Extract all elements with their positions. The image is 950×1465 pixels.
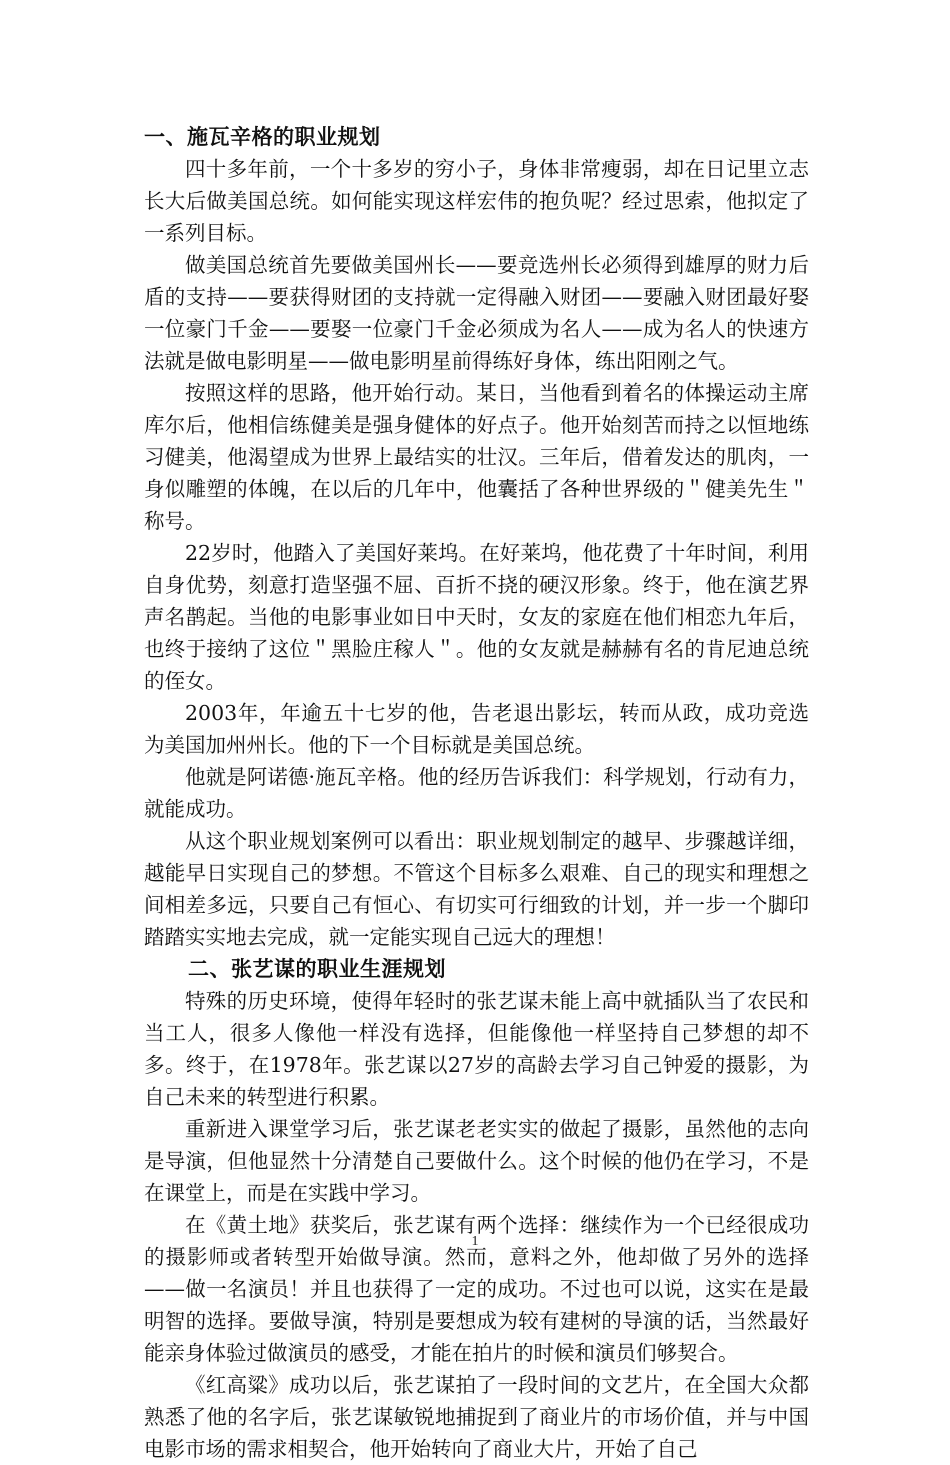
document-body (144, 121, 809, 1465)
paragraph: 四十多年前，一个十多岁的穷小子，身体非常瘦弱，却在日记里立志长大后做美国总统。如何能实现这样宏伟的抱负呢？经过思索，他拟定了一系列目标。 (144, 157, 809, 245)
section-heading-1: 一、施瓦辛格的职业规划 (144, 125, 381, 149)
paragraph: 2003年，年逾五十七岁的他，告老退出影坛，转而从政，成功竞选为美国加州州长。他的下一个目标就是美国总统。 (144, 701, 809, 757)
page-number: 1 (471, 1234, 479, 1249)
paragraph: 特殊的历史环境，使得年轻时的张艺谋未能上高中就插队当了农民和当工人，很多人像他一样没有选择，但能像他一样坚持自己梦想的却不多。终于，在1978年。张艺谋以27岁的高龄去学习自己钟爱的摄影，为自己未来的转型进行积累。 (144, 989, 809, 1109)
paragraph: 从这个职业规划案例可以看出：职业规划制定的越早、步骤越详细，越能早日实现自己的梦想。不管这个目标多么艰难、自己的现实和理想之间相差多远，只要自己有恒心、有切实可行细致的计划，并一步一个脚印踏踏实实地去完成，就一定能实现自己远大的理想！ (144, 829, 809, 949)
paragraph: 他就是阿诺德·施瓦辛格。他的经历告诉我们：科学规划，行动有力，就能成功。 (144, 765, 809, 821)
paragraph: 22岁时，他踏入了美国好莱坞。在好莱坞，他花费了十年时间，利用自身优势，刻意打造坚强不屈、百折不挠的硬汉形象。终于，他在演艺界声名鹊起。当他的电影事业如日中天时，女友的家庭在他们相恋九年后，也终于接纳了这位＂黑脸庄稼人＂。他的女友就是赫赫有名的肯尼迪总统的侄女。 (144, 541, 809, 693)
paragraph: 按照这样的思路，他开始行动。某日，当他看到着名的体操运动主席库尔后，他相信练健美是强身健体的好点子。他开始刻苦而持之以恒地练习健美，他渴望成为世界上最结实的壮汉。三年后，借着发达的肌肉，一身似雕塑的体魄，在以后的几年中，他囊括了各种世界级的＂健美先生＂称号。 (144, 381, 809, 533)
paragraph: 做美国总统首先要做美国州长——要竞选州长必须得到雄厚的财力后盾的支持——要获得财团的支持就一定得融入财团——要融入财团最好娶一位豪门千金——要娶一位豪门千金必须成为名人——成为名人的快速方法就是做电影明星——做电影明星前得练好身体，练出阳刚之气。 (144, 253, 809, 373)
paragraph: 重新进入课堂学习后，张艺谋老老实实的做起了摄影，虽然他的志向是导演，但他显然十分清楚自己要做什么。这个时候的他仍在学习，不是在课堂上，而是在实践中学习。 (144, 1117, 809, 1205)
paragraph: 《红高粱》成功以后，张艺谋拍了一段时间的文艺片，在全国大众都熟悉了他的名字后，张艺谋敏锐地捕捉到了商业片的市场价值，并与中国电影市场的需求相契合，他开始转向了商业大片，开始了自己 (144, 1373, 809, 1461)
paragraph: 在《黄土地》获奖后，张艺谋有两个选择：继续作为一个已经很成功的摄影师或者转型开始做导演。然而，意料之外，他却做了另外的选择——做一名演员！并且也获得了一定的成功。不过也可以说，这实在是最明智的选择。要做导演，特别是要想成为较有建树的导演的话，当然最好能亲身体验过做演员的感受，才能在拍片的时候和演员们够契合。 (144, 1213, 809, 1365)
section-heading-2: 二、张艺谋的职业生涯规划 (188, 957, 446, 981)
